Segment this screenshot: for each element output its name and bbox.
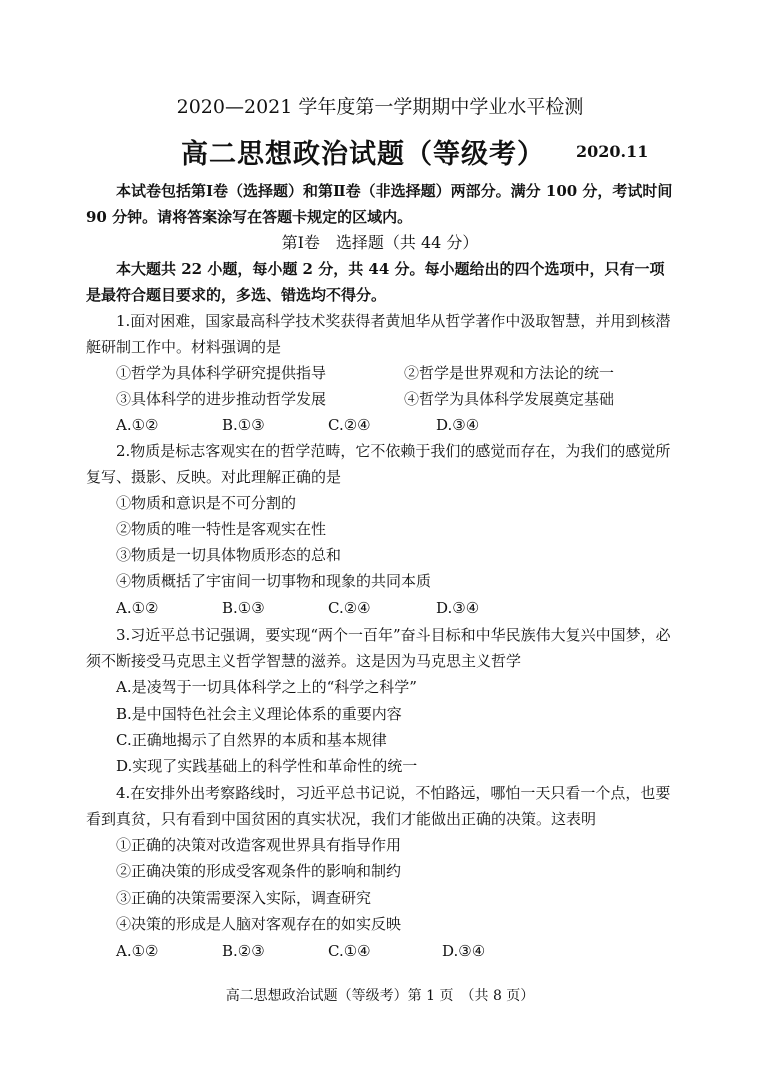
question-4-stem: 4.在安排外出考察路线时，习近平总书记说，不怕路远，哪怕一天只看一个点，也要看到真贫，只有看到中国贫困的真实状况，我们才能做出正确的决策。这表明 [86, 784, 671, 828]
section-instruction: 本大题共 22 小题，每小题 2 分，共 44 分。每小题给出的四个选项中，只有一项是最符合题目要求的，多选、错选均不得分。 [86, 260, 665, 304]
question-3-option-d: D.实现了实践基础上的科学性和革命性的统一 [116, 757, 418, 775]
question-4-item-2: ②正确决策的形成受客观条件的影响和制约 [116, 862, 402, 880]
question-1-stem: 1.面对困难，国家最高科学技术奖获得者黄旭华从哲学著作中汲取智慧，并用到核潜艇研制工作中。材料强调的是 [86, 312, 671, 356]
question-2-item-4: ④物质概括了宇宙间一切事物和现象的共同本质 [116, 572, 432, 590]
question-2-choice-b: B.①③ [222, 599, 265, 617]
question-3-option-a: A.是凌驾于一切具体科学之上的“科学之科学” [116, 678, 417, 696]
section-title: 第Ⅰ卷 选择题（共 44 分） [281, 233, 479, 252]
question-2-item-3: ③物质是一切具体物质形态的总和 [116, 546, 342, 564]
question-3-option-b: B.是中国特色社会主义理论体系的重要内容 [116, 705, 402, 723]
question-2-choice-c: C.②④ [328, 599, 371, 617]
question-3-stem: 3.习近平总书记强调，要实现“两个一百年”奋斗目标和中华民族伟大复兴中国梦，必须不断接受马克思主义哲学智慧的滋养。这是因为马克思主义哲学 [86, 626, 671, 670]
question-1-item-1: ①哲学为具体科学研究提供指导 [116, 364, 327, 382]
question-4-choice-b: B.②③ [222, 942, 265, 960]
exam-title: 高二思想政治试题（等级考） [181, 139, 545, 170]
question-1-item-4: ④哲学为具体科学发展奠定基础 [404, 390, 615, 408]
question-1-choice-c: C.②④ [328, 416, 371, 434]
question-4-choice-c: C.①④ [328, 942, 371, 960]
question-4-item-4: ④决策的形成是人脑对客观存在的如实反映 [116, 915, 402, 933]
question-1-choice-d: D.③④ [436, 416, 480, 434]
page-footer: 高二思想政治试题（等级考）第 1 页 （共 8 页） [225, 988, 535, 1004]
question-4-item-3: ③正确的决策需要深入实际，调查研究 [116, 889, 372, 907]
question-1-item-2: ②哲学是世界观和方法论的统一 [404, 364, 615, 382]
title-row [0, 132, 760, 176]
question-2-item-2: ②物质的唯一特性是客观实在性 [116, 520, 327, 538]
question-4-choice-a: A.①② [116, 942, 159, 960]
exam-date: 2020.11 [576, 142, 649, 161]
question-2-choice-a: A.①② [116, 599, 159, 617]
school-year-heading: 2020—2021 学年度第一学期期中学业水平检测 [176, 96, 584, 118]
question-4-choice-d: D.③④ [442, 942, 486, 960]
question-4-item-1: ①正确的决策对改造客观世界具有指导作用 [116, 836, 402, 854]
question-2-choice-d: D.③④ [436, 599, 480, 617]
question-1-item-3: ③具体科学的进步推动哲学发展 [116, 390, 327, 408]
question-3-option-c: C.正确地揭示了自然界的本质和基本规律 [116, 731, 387, 749]
question-1-choice-a: A.①② [116, 416, 159, 434]
question-1-choice-b: B.①③ [222, 416, 265, 434]
question-2-stem: 2.物质是标志客观实在的哲学范畴，它不依赖于我们的感觉而存在，为我们的感觉所复写、摄影、反映。对此理解正确的是 [86, 442, 671, 486]
question-2-item-1: ①物质和意识是不可分割的 [116, 494, 297, 512]
exam-intro: 本试卷包括第Ⅰ卷（选择题）和第Ⅱ卷（非选择题）两部分。满分 100 分，考试时间 90 分钟。请将答案涂写在答题卡规定的区域内。 [86, 182, 673, 226]
